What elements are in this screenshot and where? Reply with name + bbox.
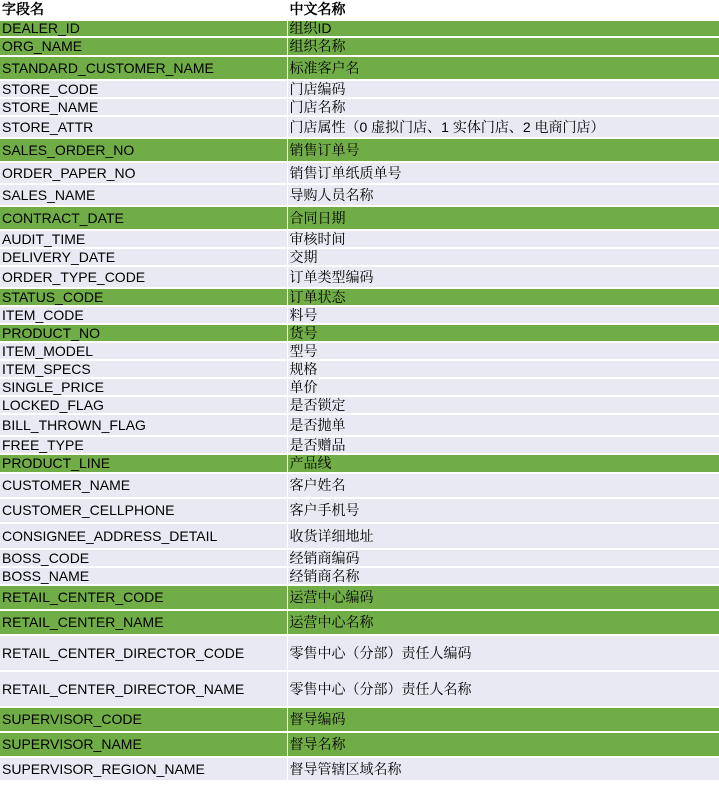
table-row: [0, 37, 719, 56]
table-row: [0, 116, 719, 138]
chinese-name-cell: 组织ID: [287, 20, 719, 38]
table-row: [0, 324, 719, 342]
header-chinese-name: 中文名称: [287, 0, 719, 20]
chinese-name-cell: 客户姓名: [287, 473, 719, 498]
chinese-name-cell: 门店名称: [287, 98, 719, 116]
chinese-name-cell: 是否抛单: [287, 414, 719, 436]
table-row: [0, 523, 719, 549]
chinese-name-cell: 零售中心（分部）责任人编码: [287, 635, 719, 671]
field-name-cell: FREE_TYPE: [0, 436, 287, 454]
field-name-cell: ITEM_SPECS: [0, 360, 287, 378]
field-name-cell: CUSTOMER_CELLPHONE: [0, 498, 287, 523]
chinese-name-cell: 收货详细地址: [287, 523, 719, 549]
chinese-name-cell: 料号: [287, 306, 719, 324]
table-row: [0, 360, 719, 378]
field-name-cell: PRODUCT_LINE: [0, 454, 287, 473]
field-name-cell: SUPERVISOR_NAME: [0, 732, 287, 757]
table-body: [0, 20, 719, 782]
chinese-name-cell: 督导名称: [287, 732, 719, 757]
chinese-name-cell: 订单类型编码: [287, 266, 719, 288]
table-row: [0, 436, 719, 454]
table-row: [0, 396, 719, 414]
chinese-name-cell: 审核时间: [287, 230, 719, 248]
table-row: [0, 230, 719, 248]
field-name-cell: CONTRACT_DATE: [0, 206, 287, 230]
field-name-cell: BOSS_NAME: [0, 567, 287, 585]
table-row: [0, 98, 719, 116]
table-row: [0, 184, 719, 206]
table-row: [0, 671, 719, 707]
chinese-name-cell: 产品线: [287, 454, 719, 473]
chinese-name-cell: 合同日期: [287, 206, 719, 230]
field-name-cell: ITEM_CODE: [0, 306, 287, 324]
chinese-name-cell: 零售中心（分部）责任人名称: [287, 671, 719, 707]
field-name-cell: BILL_THROWN_FLAG: [0, 414, 287, 436]
chinese-name-cell: 订单状态: [287, 288, 719, 306]
field-name-cell: RETAIL_CENTER_DIRECTOR_CODE: [0, 635, 287, 671]
table-row: [0, 473, 719, 498]
field-name-cell: RETAIL_CENTER_CODE: [0, 585, 287, 610]
field-name-cell: STATUS_CODE: [0, 288, 287, 306]
table-row: [0, 732, 719, 757]
chinese-name-cell: 运营中心名称: [287, 610, 719, 635]
field-name-cell: DELIVERY_DATE: [0, 248, 287, 266]
chinese-name-cell: 标准客户名: [287, 56, 719, 80]
chinese-name-cell: 门店属性（0 虚拟门店、1 实体门店、2 电商门店）: [287, 116, 719, 138]
chinese-name-cell: 经销商编码: [287, 549, 719, 567]
table-row: [0, 138, 719, 162]
field-name-cell: ORG_NAME: [0, 37, 287, 56]
field-name-cell: LOCKED_FLAG: [0, 396, 287, 414]
table-row: [0, 20, 719, 38]
field-name-cell: CONSIGNEE_ADDRESS_DETAIL: [0, 523, 287, 549]
chinese-name-cell: 单价: [287, 378, 719, 396]
field-name-cell: SUPERVISOR_CODE: [0, 707, 287, 732]
chinese-name-cell: 交期: [287, 248, 719, 266]
field-name-cell: SINGLE_PRICE: [0, 378, 287, 396]
table-row: [0, 162, 719, 184]
table-row: [0, 567, 719, 585]
chinese-name-cell: 客户手机号: [287, 498, 719, 523]
field-name-cell: RETAIL_CENTER_DIRECTOR_NAME: [0, 671, 287, 707]
field-name-cell: STORE_NAME: [0, 98, 287, 116]
table-row: [0, 306, 719, 324]
table-row: [0, 56, 719, 80]
field-name-cell: STANDARD_CUSTOMER_NAME: [0, 56, 287, 80]
chinese-name-cell: 销售订单纸质单号: [287, 162, 719, 184]
chinese-name-cell: 销售订单号: [287, 138, 719, 162]
table-row: [0, 498, 719, 523]
field-name-cell: STORE_ATTR: [0, 116, 287, 138]
chinese-name-cell: 门店编码: [287, 80, 719, 98]
table-row: [0, 80, 719, 98]
field-name-cell: PRODUCT_NO: [0, 324, 287, 342]
field-name-cell: ORDER_TYPE_CODE: [0, 266, 287, 288]
table-row: [0, 549, 719, 567]
chinese-name-cell: 督导编码: [287, 707, 719, 732]
table-row: [0, 288, 719, 306]
field-name-cell: ITEM_MODEL: [0, 342, 287, 360]
table-row: [0, 248, 719, 266]
chinese-name-cell: 导购人员名称: [287, 184, 719, 206]
table-row: [0, 266, 719, 288]
table-row: [0, 635, 719, 671]
chinese-name-cell: 货号: [287, 324, 719, 342]
table-row: [0, 707, 719, 732]
table-row: [0, 757, 719, 781]
field-name-cell: ORDER_PAPER_NO: [0, 162, 287, 184]
chinese-name-cell: 型号: [287, 342, 719, 360]
chinese-name-cell: 是否锁定: [287, 396, 719, 414]
table-row: [0, 585, 719, 610]
chinese-name-cell: 是否赠品: [287, 436, 719, 454]
table-header-row: [0, 0, 719, 20]
table-row: [0, 342, 719, 360]
field-name-cell: STORE_CODE: [0, 80, 287, 98]
chinese-name-cell: 督导管辖区域名称: [287, 757, 719, 781]
header-field-name: 字段名: [0, 0, 287, 20]
field-name-cell: SALES_ORDER_NO: [0, 138, 287, 162]
field-name-cell: CUSTOMER_NAME: [0, 473, 287, 498]
chinese-name-cell: 规格: [287, 360, 719, 378]
chinese-name-cell: 经销商名称: [287, 567, 719, 585]
field-name-cell: RETAIL_CENTER_NAME: [0, 610, 287, 635]
table-row: [0, 378, 719, 396]
field-name-cell: AUDIT_TIME: [0, 230, 287, 248]
table-row: [0, 610, 719, 635]
table-row: [0, 414, 719, 436]
field-name-cell: SUPERVISOR_REGION_NAME: [0, 757, 287, 781]
table-row: [0, 454, 719, 473]
field-name-cell: DEALER_ID: [0, 20, 287, 38]
field-name-cell: SALES_NAME: [0, 184, 287, 206]
chinese-name-cell: 组织名称: [287, 37, 719, 56]
table-row: [0, 206, 719, 230]
chinese-name-cell: 运营中心编码: [287, 585, 719, 610]
field-name-cell: BOSS_CODE: [0, 549, 287, 567]
